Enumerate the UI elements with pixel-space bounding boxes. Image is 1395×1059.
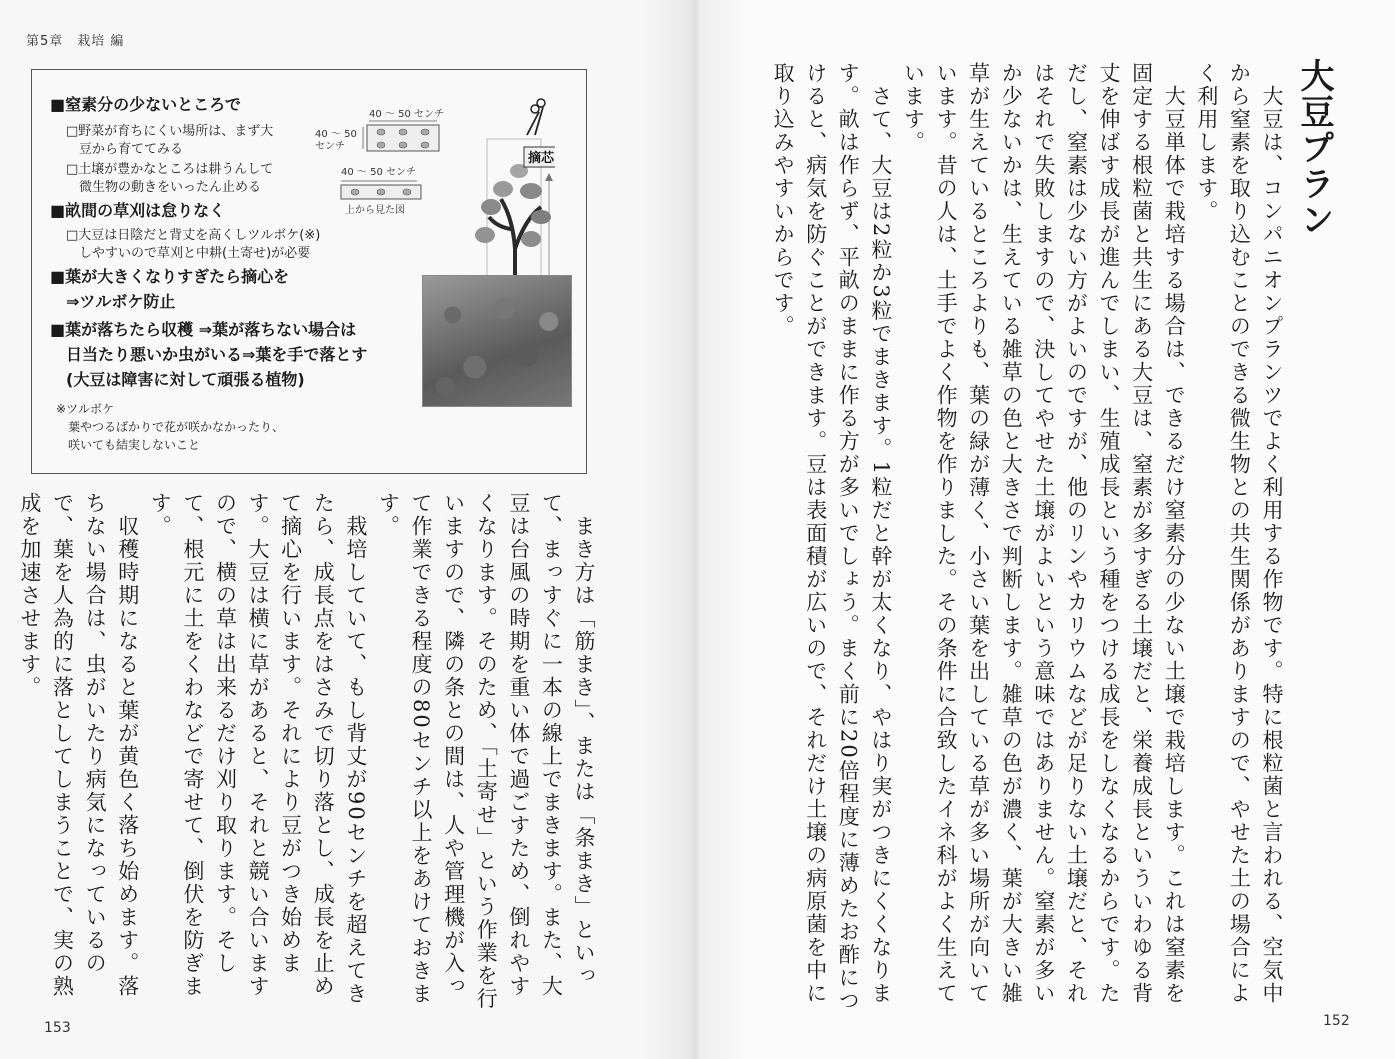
- box-item: □野菜が育ちにくい場所は、まず大: [66, 124, 274, 139]
- diagram-label-view: 上から見た図: [345, 205, 405, 216]
- right-page: [698, 0, 1395, 1059]
- diagram-label-top: 40 ～ 50 センチ: [369, 109, 444, 120]
- box-heading-3: ■葉が大きくなりすぎたら摘心を: [50, 267, 290, 286]
- diagram-label-mid: 40 ～ 50 センチ: [341, 167, 416, 178]
- box-heading-4-cont: 日当たり悪いか虫がいる⇒葉を手で落とす: [50, 345, 368, 364]
- box-heading-3-cont: ⇒ツルボケ防止: [50, 292, 176, 311]
- right-body-text: 大豆は、コンパニオンプランツでよく利用する作物です。特に根粒菌と言われる、空気中から窒素を取り込むことのできる微生物との共生関係がありますので、やせた土の場合によく利用します。 大豆単体で栽培する場合は、できるだけ窒素分の少ない土壌で栽培します。これは窒素を固定する根粒菌と共生にある大豆は、窒素が多すぎる土壌だと、栄養成長といういわゆる背丈を伸ばす成長が進んでしまい、生殖成長という種をつける成長をしなくなるからです。ただし、窒素は少ない方がよいのですが、他のリンやカリウムなどが足りない土壌だと、それはそれで失敗しますので、決してやせた土壌がよいという意味ではありません。窒素が多いか少ないかは、生えている雑草の色と大きさで判断します。雑草の色が濃く、葉が大きい雑草が生えているところよりも、葉の緑が薄く、小さい葉を出している草が多い場所が向いています。昔の人は、土手でよく作物を作りました。その条件に合致したイネ科がよく生えています。 さて、大豆は2粒か3粒でまきます。1粒だと幹が太くなり、やはり実がつきにくくなります。畝は作らず、平畝のままに作る方が多いでしょう。まく前に20倍程度に薄めたお酢につけると、病気を防ぐことができます。豆は表面積が広いので、それだけ土壌の病原菌を中に取り込みやすいからです。: [771, 62, 1284, 1013]
- diagram-label-side: 40 ～ 50: [315, 129, 357, 140]
- box-item: □土壌が豊かなところは耕うんして: [66, 162, 274, 177]
- box-heading-1: ■窒素分の少ないところで: [50, 95, 241, 114]
- diagram-label-side: センチ: [315, 141, 345, 152]
- box-item: 微生物の動きをいったん止める: [66, 180, 262, 195]
- box-heading-2: ■畝間の草刈は怠りなく: [50, 201, 226, 220]
- box-item: □大豆は日陰だと背丈を高くしツルボケ(※): [66, 228, 321, 243]
- pinch-label: 摘芯: [528, 151, 555, 166]
- box-item: しやすいので草刈と中耕(土寄せ)が必要: [66, 246, 311, 261]
- scissors-icon: [527, 99, 545, 135]
- box-heading-4-cont: (大豆は障害に対して頑張る植物): [50, 370, 305, 389]
- running-head: 第5章 栽培 編: [26, 34, 125, 49]
- box-note-text: 葉やつるばかりで花が咲かなかったり、: [56, 420, 285, 434]
- soybean-photo: [422, 275, 572, 407]
- section-title: 大豆プラン: [1294, 58, 1334, 238]
- box-note-text: 咲いても結実しないこと: [56, 438, 201, 452]
- box-note-title: ※ツルボケ: [56, 402, 115, 416]
- page-number-right: 152: [1323, 1013, 1350, 1029]
- box-item: 豆から育ててみる: [66, 142, 184, 157]
- box-heading-4: ■葉が落ちたら収穫 ⇒葉が落ちない場合は: [50, 320, 357, 339]
- left-body-text: まき方は「筋まき」、または「条まき」といって、まっすぐに一本の線上でまきます。また、大豆は台風の時期を重い体で過ごすため、倒れやすくなります。そのため、「土寄せ」という作業を行いますので、隣の条との間は、人や管理機が入って作業できる程度の80センチ以上をあけておきます。 栽培していて、もし背丈が90センチを超えてきたら、成長点をはさみで切り落とし、成長を止めて摘心を行います。それにより豆がつき始めます。大豆は横に草があると、それと競い合いますので、横の草は出来るだけ刈り取ります。そして、根元に土をくわなどで寄せて、倒伏を防ぎます。 収穫時期になると葉が黄色く落ち始めます。落ちない場合は、虫がいたり病気になっているので、葉を人為的に落としてしまうことで、実の熟成を加速させます。: [17, 492, 596, 1011]
- summary-box: [31, 69, 587, 474]
- page-number-left: 153: [44, 1020, 71, 1036]
